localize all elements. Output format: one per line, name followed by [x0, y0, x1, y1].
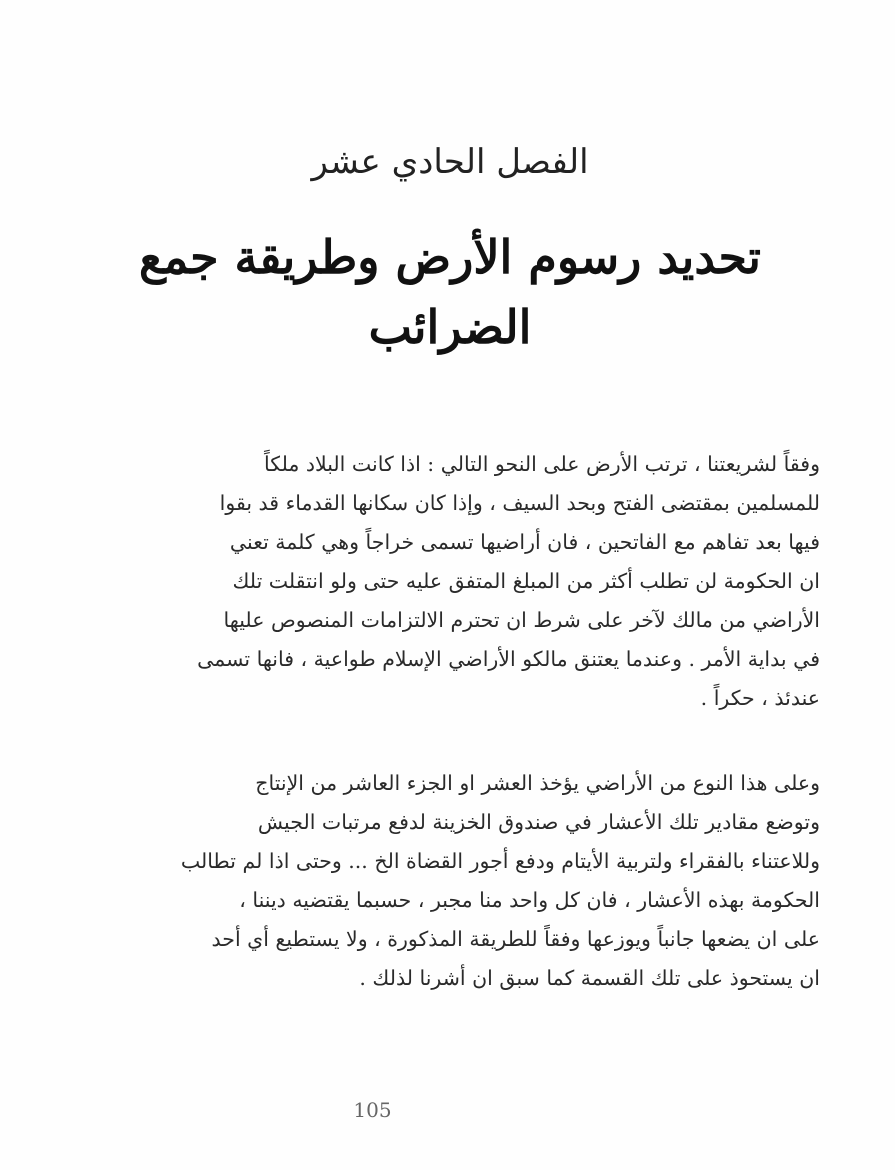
- paragraph-1: [70, 445, 820, 718]
- paragraph-2: [70, 764, 820, 998]
- paragraph-line: وتوضع مقادير تلك الأعشار في صندوق الخزينة لدفع مرتبات الجيش: [257, 810, 820, 834]
- paragraph-line: فيها بعد تفاهم مع الفاتحين ، فان أراضيها تسمى خراجاً وهي كلمة تعني: [229, 530, 820, 554]
- paragraph-line: في بداية الأمر . وعندما يعتنق مالكو الأراضي الإسلام طواعية ، فانها تسمى: [197, 647, 820, 671]
- chapter-label: الفصل الحادي عشر: [311, 142, 589, 182]
- paragraph-line: وفقاً لشريعتنا ، ترتب الأرض على النحو التالي : اذا كانت البلاد ملكاً: [264, 452, 820, 476]
- page-number: 105: [353, 1098, 392, 1122]
- paragraph-line: عندئذ ، حكراً .: [700, 686, 820, 710]
- paragraph-line: ان يستحوذ على تلك القسمة كما سبق ان أشرنا لذلك .: [359, 966, 820, 990]
- paragraph-line: وعلى هذا النوع من الأراضي يؤخذ العشر او الجزء العاشر من الإنتاج: [255, 771, 820, 795]
- paragraph-line: وللاعتناء بالفقراء ولتربية الأيتام ودفع أجور القضاة الخ ... وحتى اذا لم تطالب: [180, 849, 820, 873]
- paragraph-line: ان الحكومة لن تطلب أكثر من المبلغ المتفق عليه حتى ولو انتقلت تلك: [232, 569, 820, 593]
- paragraph-line: الأراضي من مالك لآخر على شرط ان تحترم الالتزامات المنصوص عليها: [223, 608, 820, 632]
- chapter-title: تحديد رسوم الأرض وطريقة جمع الضرائب: [139, 230, 761, 354]
- paragraph-line: الحكومة بهذه الأعشار ، فان كل واحد منا مجبر ، حسبما يقتضيه ديننا ،: [239, 888, 820, 912]
- paragraph-line: على ان يضعها جانباً ويوزعها وفقاً للطريقة المذكورة ، ولا يستطيع أي أحد: [211, 927, 820, 951]
- paragraph-line: للمسلمين بمقتضى الفتح وبحد السيف ، وإذا كان سكانها القدماء قد بقوا: [219, 491, 820, 515]
